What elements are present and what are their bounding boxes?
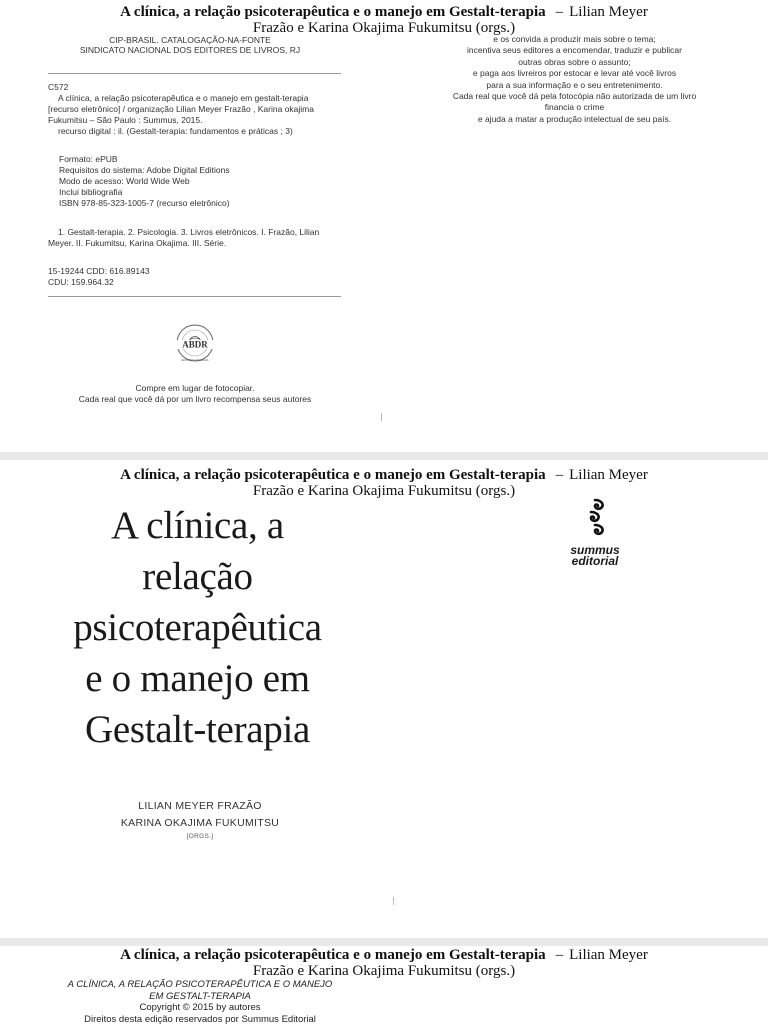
orgs-label: [ORGS.] (186, 833, 214, 840)
page-mark (381, 413, 382, 421)
copyright-title-line: EM GESTALT-TERAPIA (149, 990, 251, 1002)
message-line: Cada real que você dá pela fotocópia não autorizada de um livro (452, 91, 697, 102)
seal-subtext: EDITORA AFILIADA (181, 358, 209, 362)
page-2 (0, 460, 768, 938)
book-title-line: A clínica, a (111, 504, 284, 547)
page-mark (393, 897, 394, 905)
format-line: Formato: ePUB (59, 154, 118, 164)
publisher-name: summus (570, 543, 620, 557)
running-head-authors-2: Frazão e Karina Okajima Fukumitsu (orgs.) (252, 963, 516, 979)
running-head-title: A clínica, a relação psicoterapêutica e o manejo em Gestalt-terapia (120, 947, 546, 963)
book-title-line: Gestalt-terapia (84, 708, 311, 751)
message-line: outras obras sobre o assunto; (518, 56, 631, 67)
running-head (0, 4, 768, 36)
seal-text: ABDR (182, 339, 208, 350)
running-head (0, 947, 768, 979)
running-head (0, 467, 768, 499)
format-line: Requisitos do sistema: Adobe Digital Editions (59, 165, 230, 175)
format-line: ISBN 978-85-323-1005-7 (recurso eletrônico) (59, 198, 230, 208)
catalog-line: recurso digital : il. (Gestalt-terapia: fundamentos e práticas ; 3) (58, 126, 293, 136)
format-info (59, 154, 352, 209)
running-head-separator: – (555, 467, 564, 483)
catalog-record (48, 82, 341, 137)
cdd-line: CDU: 159.964.32 (48, 277, 114, 287)
buy-message-line: Compre em lugar de fotocopiar. (135, 383, 255, 393)
page-1 (0, 0, 768, 452)
divider (48, 73, 341, 74)
cip-header (40, 35, 340, 55)
authors (60, 798, 340, 842)
message-line: financia o crime (544, 102, 605, 113)
cdd-line: 15-19244 CDD: 616.89143 (48, 266, 150, 276)
message-line: e paga aos livreiros por estocar e levar até você livros (472, 68, 677, 79)
message-line: para a sua informação e o seu entretenimento. (486, 79, 663, 90)
author-name: KARINA OKAJIMA FUKUMITSU (120, 817, 280, 829)
running-head-authors-1: Lilian Meyer (569, 467, 648, 483)
message-line: e os convida a produzir mais sobre o tema; (493, 34, 656, 44)
running-head-authors-2: Frazão e Karina Okajima Fukumitsu (orgs.) (252, 20, 516, 36)
message-line: e ajuda a matar a produção intelectual de seu país. (477, 113, 672, 124)
rights-line: Direitos desta edição reservados por Summus Editorial (84, 1013, 316, 1024)
running-head-authors-1: Lilian Meyer (569, 4, 648, 20)
catalog-code: C572 (48, 82, 69, 92)
buy-message (40, 383, 350, 405)
subject-line: Meyer. II. Fukumitsu, Karina Okajima. III. Série. (48, 238, 227, 248)
classification (48, 266, 341, 288)
running-head-authors-1: Lilian Meyer (569, 947, 648, 963)
subjects (48, 227, 341, 249)
format-line: Inclui bibliografia (59, 187, 123, 197)
summus-spiral-icon (582, 498, 608, 540)
cip-line: CIP-BRASIL. CATALOGAÇÃO-NA-FONTE (109, 35, 271, 45)
book-title-line: relação (142, 555, 253, 598)
catalog-line: Fukumitsu – São Paulo : Summus, 2015. (48, 115, 203, 125)
divider (48, 296, 341, 297)
running-head-separator: – (555, 4, 564, 20)
catalog-line: [recurso eletrônico] / organização Lilian Meyer Frazão , Karina okajima (48, 104, 314, 114)
abdr-seal-logo (162, 322, 228, 364)
catalog-line: A clínica, a relação psicoterapêutica e o manejo em gestalt-terapia (58, 93, 309, 103)
buy-message-line: Cada real que você dá por um livro recompensa seus autores (78, 394, 312, 404)
copyright-line: Copyright © 2015 by autores (139, 1002, 261, 1013)
running-head-authors-2: Frazão e Karina Okajima Fukumitsu (orgs.) (252, 483, 516, 499)
cip-line: SINDICATO NACIONAL DOS EDITORES DE LIVROS, RJ (79, 45, 301, 55)
message-line: incentiva seus editores a encomendar, traduzir e publicar (467, 45, 682, 56)
subject-line: 1. Gestalt-terapia. 2. Psicologia. 3. Livros eletrônicos. I. Frazão, Lilian (58, 227, 320, 237)
book-title-line: psicoterapêutica (73, 606, 322, 649)
running-head-title: A clínica, a relação psicoterapêutica e o manejo em Gestalt-terapia (120, 4, 546, 20)
page-3 (0, 946, 768, 1024)
summus-logo (560, 498, 630, 567)
format-line: Modo de acesso: World Wide Web (59, 176, 190, 186)
book-title (30, 500, 365, 755)
running-head-title: A clínica, a relação psicoterapêutica e o manejo em Gestalt-terapia (120, 467, 546, 483)
copyright-block (40, 979, 360, 1024)
book-title-line: e o manejo em (85, 657, 310, 700)
publisher-subname: editorial (571, 554, 619, 568)
anti-piracy-message (432, 34, 717, 125)
author-name: LILIAN MEYER FRAZÃO (138, 800, 262, 812)
copyright-title-line: A CLÍNICA, A RELAÇÃO PSICOTERAPÊUTICA E O MANEJO (67, 979, 333, 990)
running-head-separator: – (555, 947, 564, 963)
